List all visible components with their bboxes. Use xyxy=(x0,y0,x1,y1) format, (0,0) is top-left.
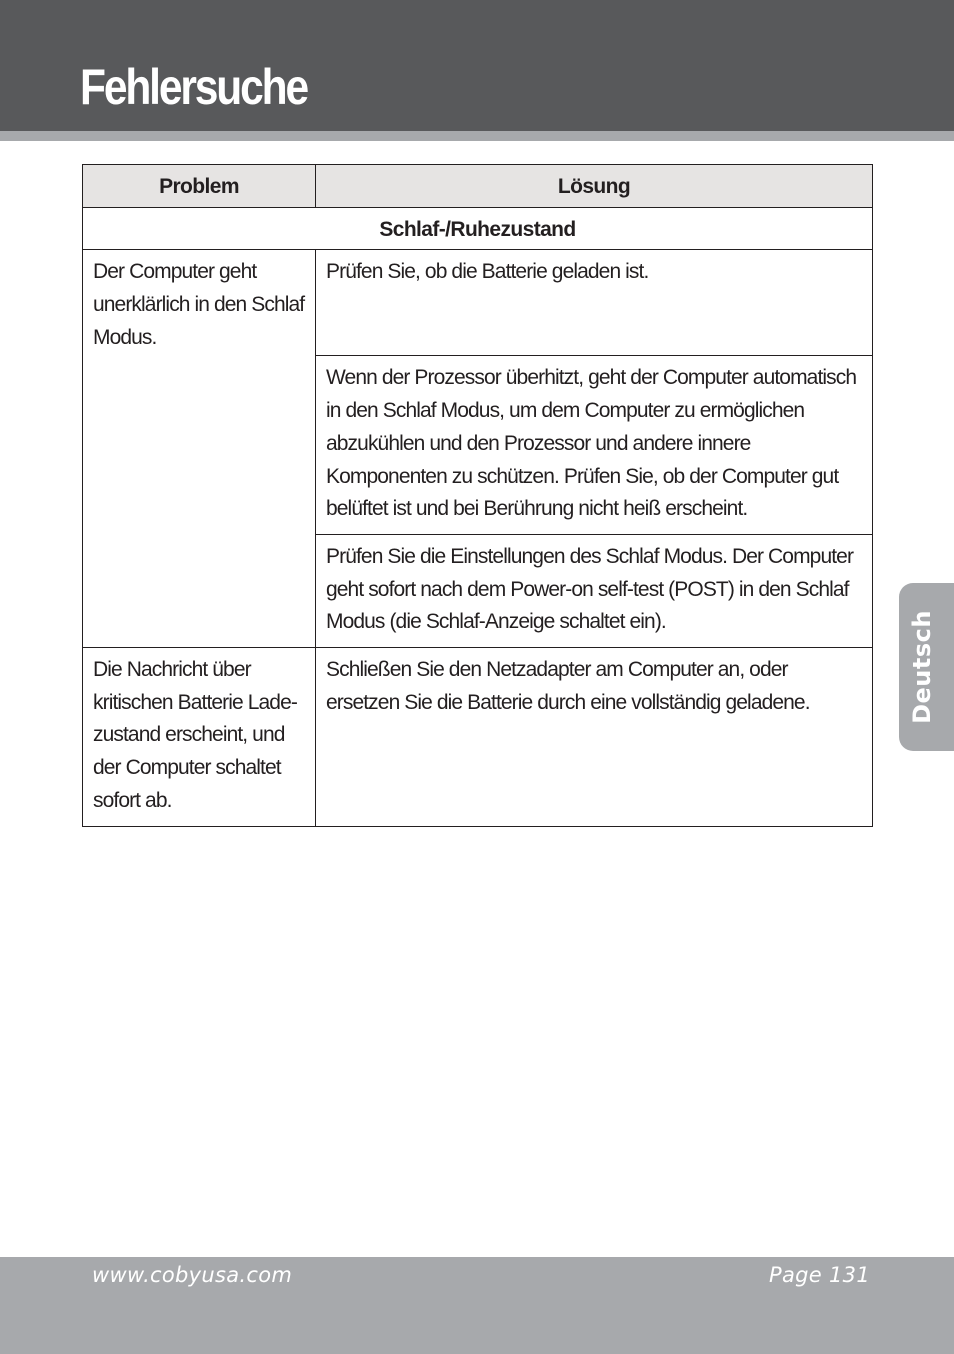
solution-cell: Wenn der Prozessor überhitzt, geht der Computer automatisch in den Schlaf Modus, um dem Computer zu ermöglichen abzukühlen und den Prozessor und andere innere Komponenten zu schützen. Prüfen Sie, ob der Computer gut belüftet ist und bei Berührung nicht heiß erscheint. xyxy=(316,356,873,535)
table-row xyxy=(83,648,873,827)
table-row xyxy=(83,250,873,356)
solution-cell: Prüfen Sie, ob die Batterie geladen ist. xyxy=(316,250,873,356)
troubleshooting-table xyxy=(82,164,873,827)
column-header-problem: Problem xyxy=(83,165,316,208)
table-header-row xyxy=(83,165,873,208)
section-row xyxy=(83,207,873,250)
solution-cell: Schließen Sie den Netzadapter am Computer an, oder ersetzen Sie die Batterie durch eine vollständig geladene. xyxy=(316,648,873,827)
footer-url: www.cobyusa.com xyxy=(92,1263,293,1287)
header-stripe xyxy=(0,131,954,141)
solution-cell: Prüfen Sie die Einstellungen des Schlaf Modus. Der Computer geht sofort nach dem Power-on self-test (POST) in den Schlaf Modus (die Schlaf-Anzeige schaltet ein). xyxy=(316,534,873,647)
language-tab-label: Deutsch xyxy=(908,610,936,724)
section-heading: Schlaf-/Ruhezustand xyxy=(83,207,873,250)
column-header-solution: Lösung xyxy=(316,165,873,208)
page-title: Fehlersuche xyxy=(80,59,308,115)
problem-cell: Der Computer geht unerklärlich in den Schlaf Modus. xyxy=(83,250,316,648)
problem-cell: Die Nachricht über kritischen Batterie Ladezustand erscheint, und der Computer schaltet sofort ab. xyxy=(83,648,316,827)
page-number: Page 131 xyxy=(769,1263,870,1287)
